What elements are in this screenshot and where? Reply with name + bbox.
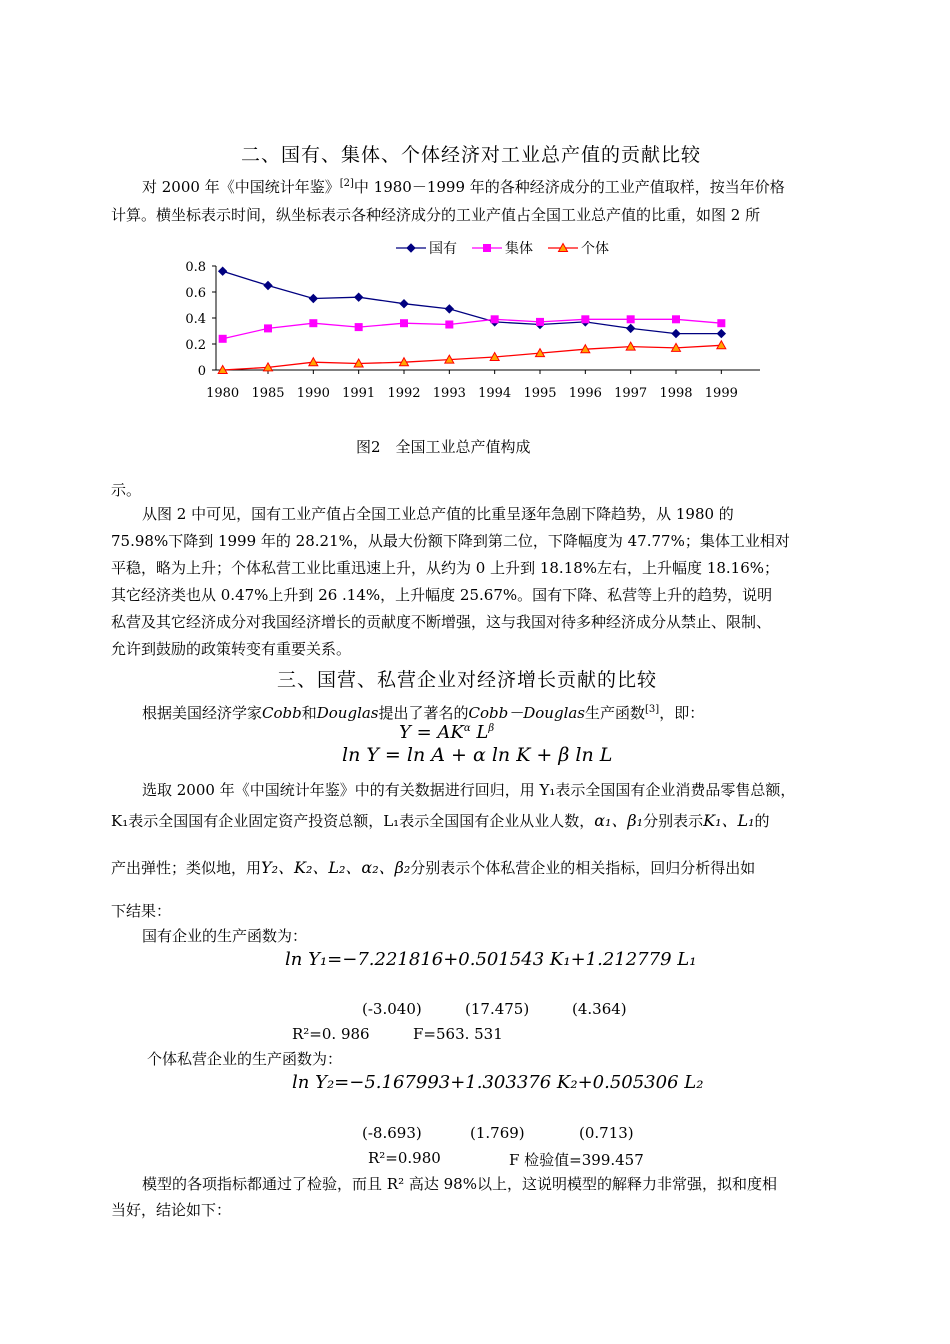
data-point (491, 316, 498, 323)
data-point (400, 300, 408, 308)
data-point (582, 316, 589, 323)
x-ticks (206, 370, 738, 401)
section2-para2-line3: 平稳，略为上升；个体私营工业比重迅速上升，从约为 0 上升到 18.18%左右，上升幅度 18.16%； (111, 559, 780, 577)
x-tick-label: 1997 (614, 386, 648, 401)
y-tick-label: 0.2 (185, 338, 206, 353)
state-tstat-2: (17.475) (465, 1000, 530, 1018)
x-tick-label: 1994 (478, 386, 512, 401)
legend-marker (407, 244, 415, 252)
cobb-douglas-equation: $Y = AK^\alpha$ $L^\beta$ (399, 722, 495, 743)
y-tick-label: 0 (197, 364, 206, 379)
y-tick-label: 0.4 (185, 312, 206, 327)
section2-para2-line2: 75.98%下降到 1999 年的 28.21%，从最大份额下降到第二位，下降幅度为 47.77%；集体工业相对 (111, 532, 790, 550)
section3-para-line4: 下结果： (111, 902, 172, 920)
legend-label: 个体 (581, 241, 609, 257)
chart-legend (396, 240, 609, 257)
section2-heading: 二、国有、集体、个体经济对工业总产值的贡献比较 (241, 144, 702, 166)
data-point (627, 316, 634, 323)
series-line-1 (223, 319, 722, 339)
section2-para1-end: 示。 (111, 481, 142, 499)
figure-caption: 图2 全国工业总产值构成 (356, 438, 531, 456)
data-point (717, 341, 726, 349)
data-point (446, 321, 453, 328)
data-point (309, 295, 317, 303)
section2-para2-line5: 私营及其它经济成分对我国经济增长的贡献度不断增强，这与我国对待多种经济成分从禁止、限制、 (111, 613, 772, 631)
private-tstat-2: (1.769) (470, 1124, 525, 1142)
data-point (355, 293, 363, 301)
data-point (355, 324, 362, 331)
series-group (218, 267, 726, 373)
state-tstat-1: (-3.040) (362, 1000, 422, 1018)
x-tick-label: 1993 (432, 386, 466, 401)
state-r-squared: R²=0. 986 (292, 1025, 370, 1043)
x-tick-label: 1998 (659, 386, 693, 401)
legend-label: 集体 (505, 241, 533, 257)
private-function-equation: ln Y₂=−5.167993+1.303376 K₂+0.505306 L₂ (292, 1072, 704, 1093)
private-f-stat: F 检验值=399.457 (509, 1151, 644, 1169)
section2-para2-line4: 其它经济类也从 0.47%上升到 26 .14%，上升幅度 25.67%。国有下降、私营等上升的趋势，说明 (111, 586, 773, 604)
x-tick-label: 1991 (342, 386, 376, 401)
data-point (537, 318, 544, 325)
data-point (445, 305, 453, 313)
legend-label: 国有 (429, 241, 457, 257)
section3-para-line3: 产出弹性；类似地，用Y₂、K₂、L₂、α₂、β₂分别表示个体私营企业的相关指标，回归分析得出如 (111, 858, 756, 877)
private-function-label: 个体私营企业的生产函数为： (147, 1050, 343, 1068)
x-tick-label: 1995 (523, 386, 557, 401)
data-point (219, 267, 227, 275)
x-tick-label: 1992 (387, 386, 421, 401)
series-line-2 (223, 345, 722, 370)
legend-marker (484, 245, 491, 252)
state-function-equation: ln Y₁=−7.221816+0.501543 K₁+1.212779 L₁ (285, 949, 697, 970)
composition-line-chart (170, 232, 770, 402)
section2-para1-line1: 对 2000 年《中国统计年鉴》[2]中 1980－1999 年的各种经济成分的工业产值取样，按当年价格 (142, 178, 785, 196)
state-tstat-3: (4.364) (572, 1000, 627, 1018)
data-point (718, 320, 725, 327)
state-f-stat: F=563. 531 (413, 1025, 503, 1043)
x-tick-label: 1985 (251, 386, 285, 401)
data-point (401, 320, 408, 327)
data-point (627, 324, 635, 332)
section3-para-line1: 选取 2000 年《中国统计年鉴》中的有关数据进行回归，用 Y₁表示全国国有企业消费品零售总额， (142, 781, 796, 799)
section3-intro: 根据美国经济学家Cobb和Douglas提出了著名的Cobb－Douglas生产函数[3]，即： (142, 704, 705, 722)
private-tstat-3: (0.713) (579, 1124, 634, 1142)
data-point (310, 320, 317, 327)
section3-para-line2: K₁表示全国国有企业固定资产投资总额，L₁表示全国国有企业从业人数，α₁、β₁分别表示K₁、L₁的 (111, 811, 770, 830)
state-function-label: 国有企业的生产函数为： (142, 927, 308, 945)
data-point (673, 316, 680, 323)
section2-para2-line6: 允许到鼓励的政策转变有重要关系。 (111, 640, 352, 658)
conclusion-line2: 当好，结论如下： (111, 1201, 232, 1219)
data-point (717, 330, 725, 338)
x-tick-label: 1996 (568, 386, 602, 401)
private-r-squared: R²=0.980 (368, 1149, 441, 1167)
section2-para1-line2: 计算。横坐标表示时间，纵坐标表示各种经济成分的工业产值占全国工业总产值的比重，如图 2 所 (111, 206, 761, 224)
y-tick-label: 0.6 (185, 286, 206, 301)
data-point (219, 335, 226, 342)
data-point (264, 282, 272, 290)
section2-para2-line1: 从图 2 中可见，国有工业产值占全国工业总产值的比重呈逐年急剧下降趋势，从 1980 的 (142, 505, 734, 523)
conclusion-line1: 模型的各项指标都通过了检验，而且 R² 高达 98%以上，这说明模型的解释力非常强，拟和度相 (142, 1175, 777, 1193)
section3-heading: 三、国营、私营企业对经济增长贡献的比较 (277, 669, 658, 691)
data-point (265, 325, 272, 332)
x-tick-label: 1980 (206, 386, 240, 401)
x-tick-label: 1990 (296, 386, 330, 401)
series-line-0 (223, 271, 722, 333)
log-linear-equation: ln Y = ln A + α ln K + β ln L (342, 744, 613, 766)
private-tstat-1: (-8.693) (362, 1124, 422, 1142)
x-tick-label: 1999 (704, 386, 738, 401)
y-tick-label: 0.8 (185, 260, 206, 275)
data-point (672, 330, 680, 338)
y-ticks (185, 260, 216, 379)
